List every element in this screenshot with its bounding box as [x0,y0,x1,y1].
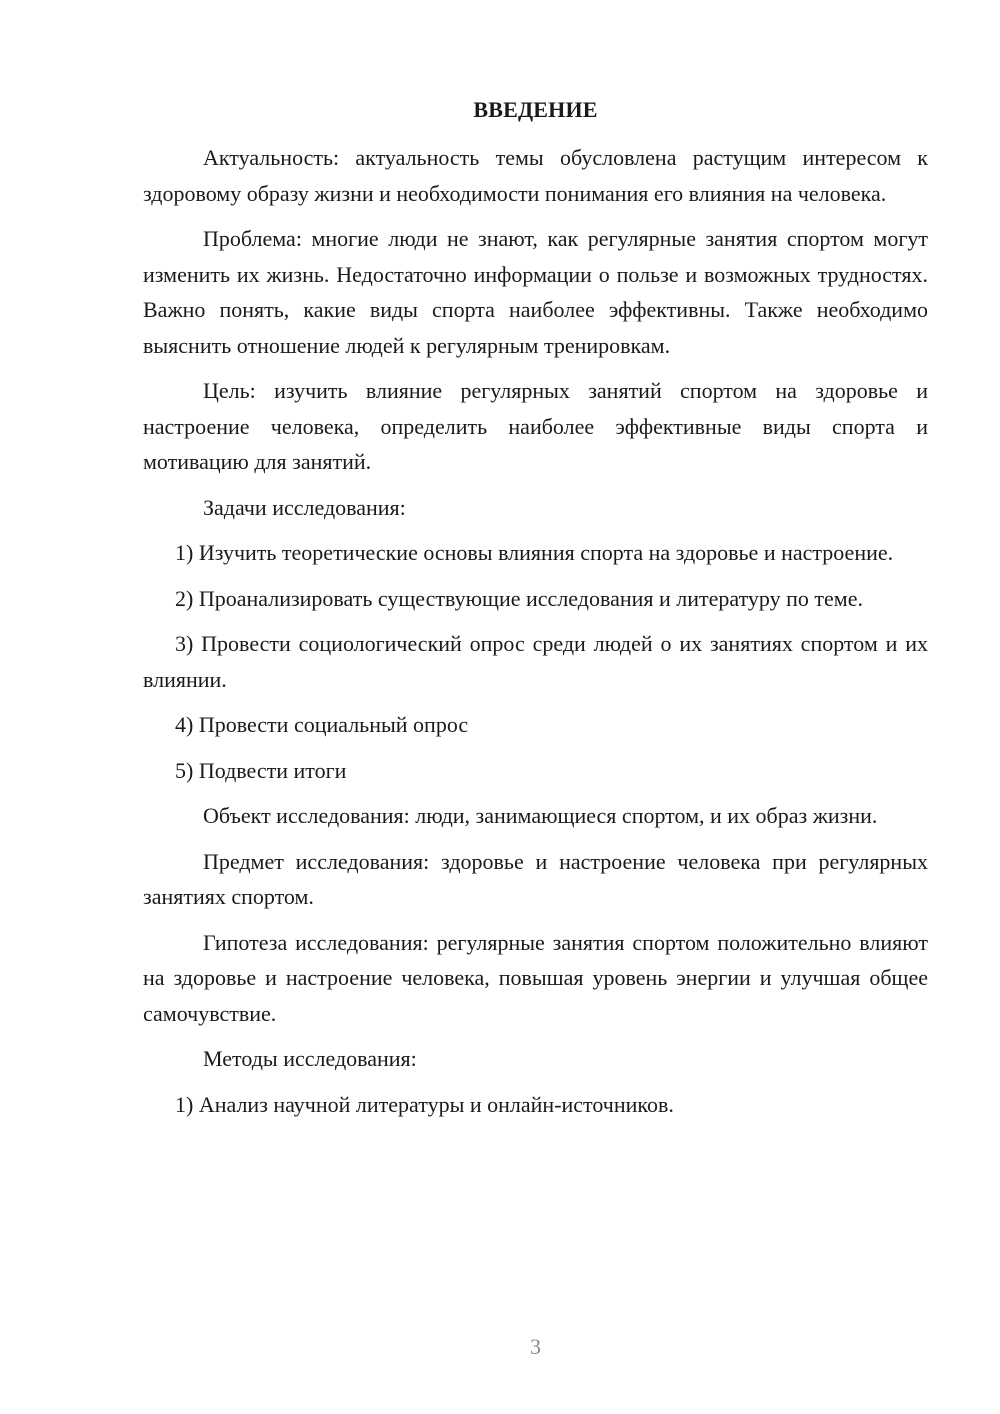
paragraph-hypothesis: Гипотеза исследования: регулярные занятия спортом положительно влияют на здоровье и настроение человека, повышая уровень энергии и улучшая общее самочувствие. [143,929,928,1026]
paragraph-object: Объект исследования: люди, занимающиеся спортом, и их образ жизни. [203,803,878,828]
paragraph-relevance: Актуальность: актуальность темы обусловлена растущим интересом к здоровому образу жизни и необходимости понимания его влияния на человека. [143,145,928,206]
page-number: 3 [530,1334,541,1359]
list-item-task-5: 5) Подвести итоги [175,757,347,783]
list-item-task-3: 3) Провести социологический опрос среди людей о их занятиях спортом и их влиянии. [143,631,928,692]
paragraph-problem: Проблема: многие люди не знают, как регулярные занятия спортом могут изменить их жизнь. Недостаточно информации о пользе и возможных трудностях. Важно понять, какие виды спорта наиболее эффективны. Также необходимо выяснить отношение людей к регулярным тренировкам. [143,226,928,358]
section-title: ВВЕДЕНИЕ [473,97,598,122]
list-item-method-1: 1) Анализ научной литературы и онлайн-источников. [175,1091,674,1117]
document-page [143,0,928,1414]
list-item-task-2: 2) Проанализировать существующие исследования и литературу по теме. [175,585,863,611]
list-item-task-4: 4) Провести социальный опрос [175,712,469,737]
paragraph-methods-heading: Методы исследования: [203,1046,417,1071]
document-body [143,140,928,1122]
paragraph-tasks-heading: Задачи исследования: [203,494,406,520]
paragraph-goal: Цель: изучить влияние регулярных занятий спортом на здоровье и настроение человека, определить наиболее эффективные виды спорта и мотивацию для занятий. [143,378,928,474]
list-item-task-1: 1) Изучить теоретические основы влияния спорта на здоровье и настроение. [175,540,894,565]
paragraph-subject: Предмет исследования: здоровье и настроение человека при регулярных занятиях спортом. [143,848,928,909]
